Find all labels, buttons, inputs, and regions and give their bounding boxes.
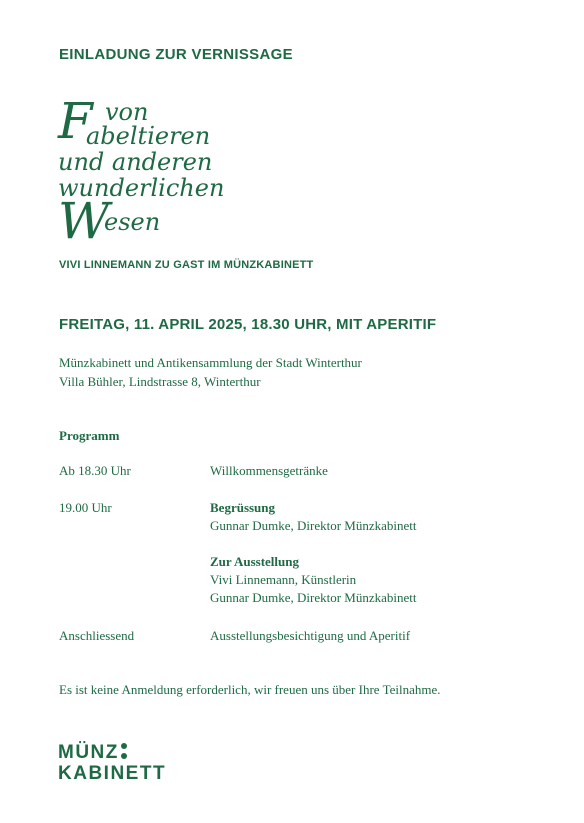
program-time: 19.00 Uhr [59, 500, 112, 515]
program-heading-welcome: Begrüssung [210, 500, 276, 515]
logo-line-2: KABINETT [58, 763, 167, 784]
venue-address [59, 353, 362, 391]
exhibition-title [58, 92, 298, 252]
program-title: Programm [59, 428, 120, 443]
invitation-header: EINLADUNG ZUR VERNISSAGE [59, 46, 293, 63]
title-line-5: esen [104, 208, 161, 236]
program-line: Vivi Linnemann, Künstlerin [210, 572, 357, 587]
title-line-4: wunderlichen [58, 174, 225, 202]
venue-line-2: Villa Bühler, Lindstrasse 8, Winterthur [59, 374, 261, 389]
registration-note: Es ist keine Anmeldung erforderlich, wir freuen uns über Ihre Teilnahme. [59, 682, 441, 697]
subheader: VIVI LINNEMANN ZU GAST IM MÜNZKABINETT [59, 259, 314, 271]
program-time: Anschliessend [59, 628, 135, 643]
muenzkabinett-logo [58, 741, 166, 784]
program-time: Ab 18.30 Uhr [59, 463, 131, 478]
colon-icon [121, 743, 127, 760]
program-desc: Willkommensgetränke [210, 463, 328, 478]
title-initial-w: W [58, 192, 110, 250]
program-line: Gunnar Dumke, Direktor Münzkabinett [210, 590, 417, 605]
program-desc [210, 499, 417, 607]
program-line: Gunnar Dumke, Direktor Münzkabinett [210, 518, 417, 533]
program-desc: Ausstellungsbesichtigung und Aperitif [210, 628, 411, 643]
title-line-2: abeltieren [86, 122, 211, 150]
venue-line-1: Münzkabinett und Antikensammlung der Stadt Winterthur [59, 355, 362, 370]
title-line-1: von [105, 98, 149, 126]
program-heading-exhibition: Zur Ausstellung [210, 554, 299, 569]
event-date: FREITAG, 11. APRIL 2025, 18.30 UHR, MIT APERITIF [59, 316, 437, 333]
title-line-3: und anderen [58, 148, 213, 176]
title-initial-f: F [58, 92, 93, 150]
logo-line-1: MÜNZ [58, 742, 119, 763]
